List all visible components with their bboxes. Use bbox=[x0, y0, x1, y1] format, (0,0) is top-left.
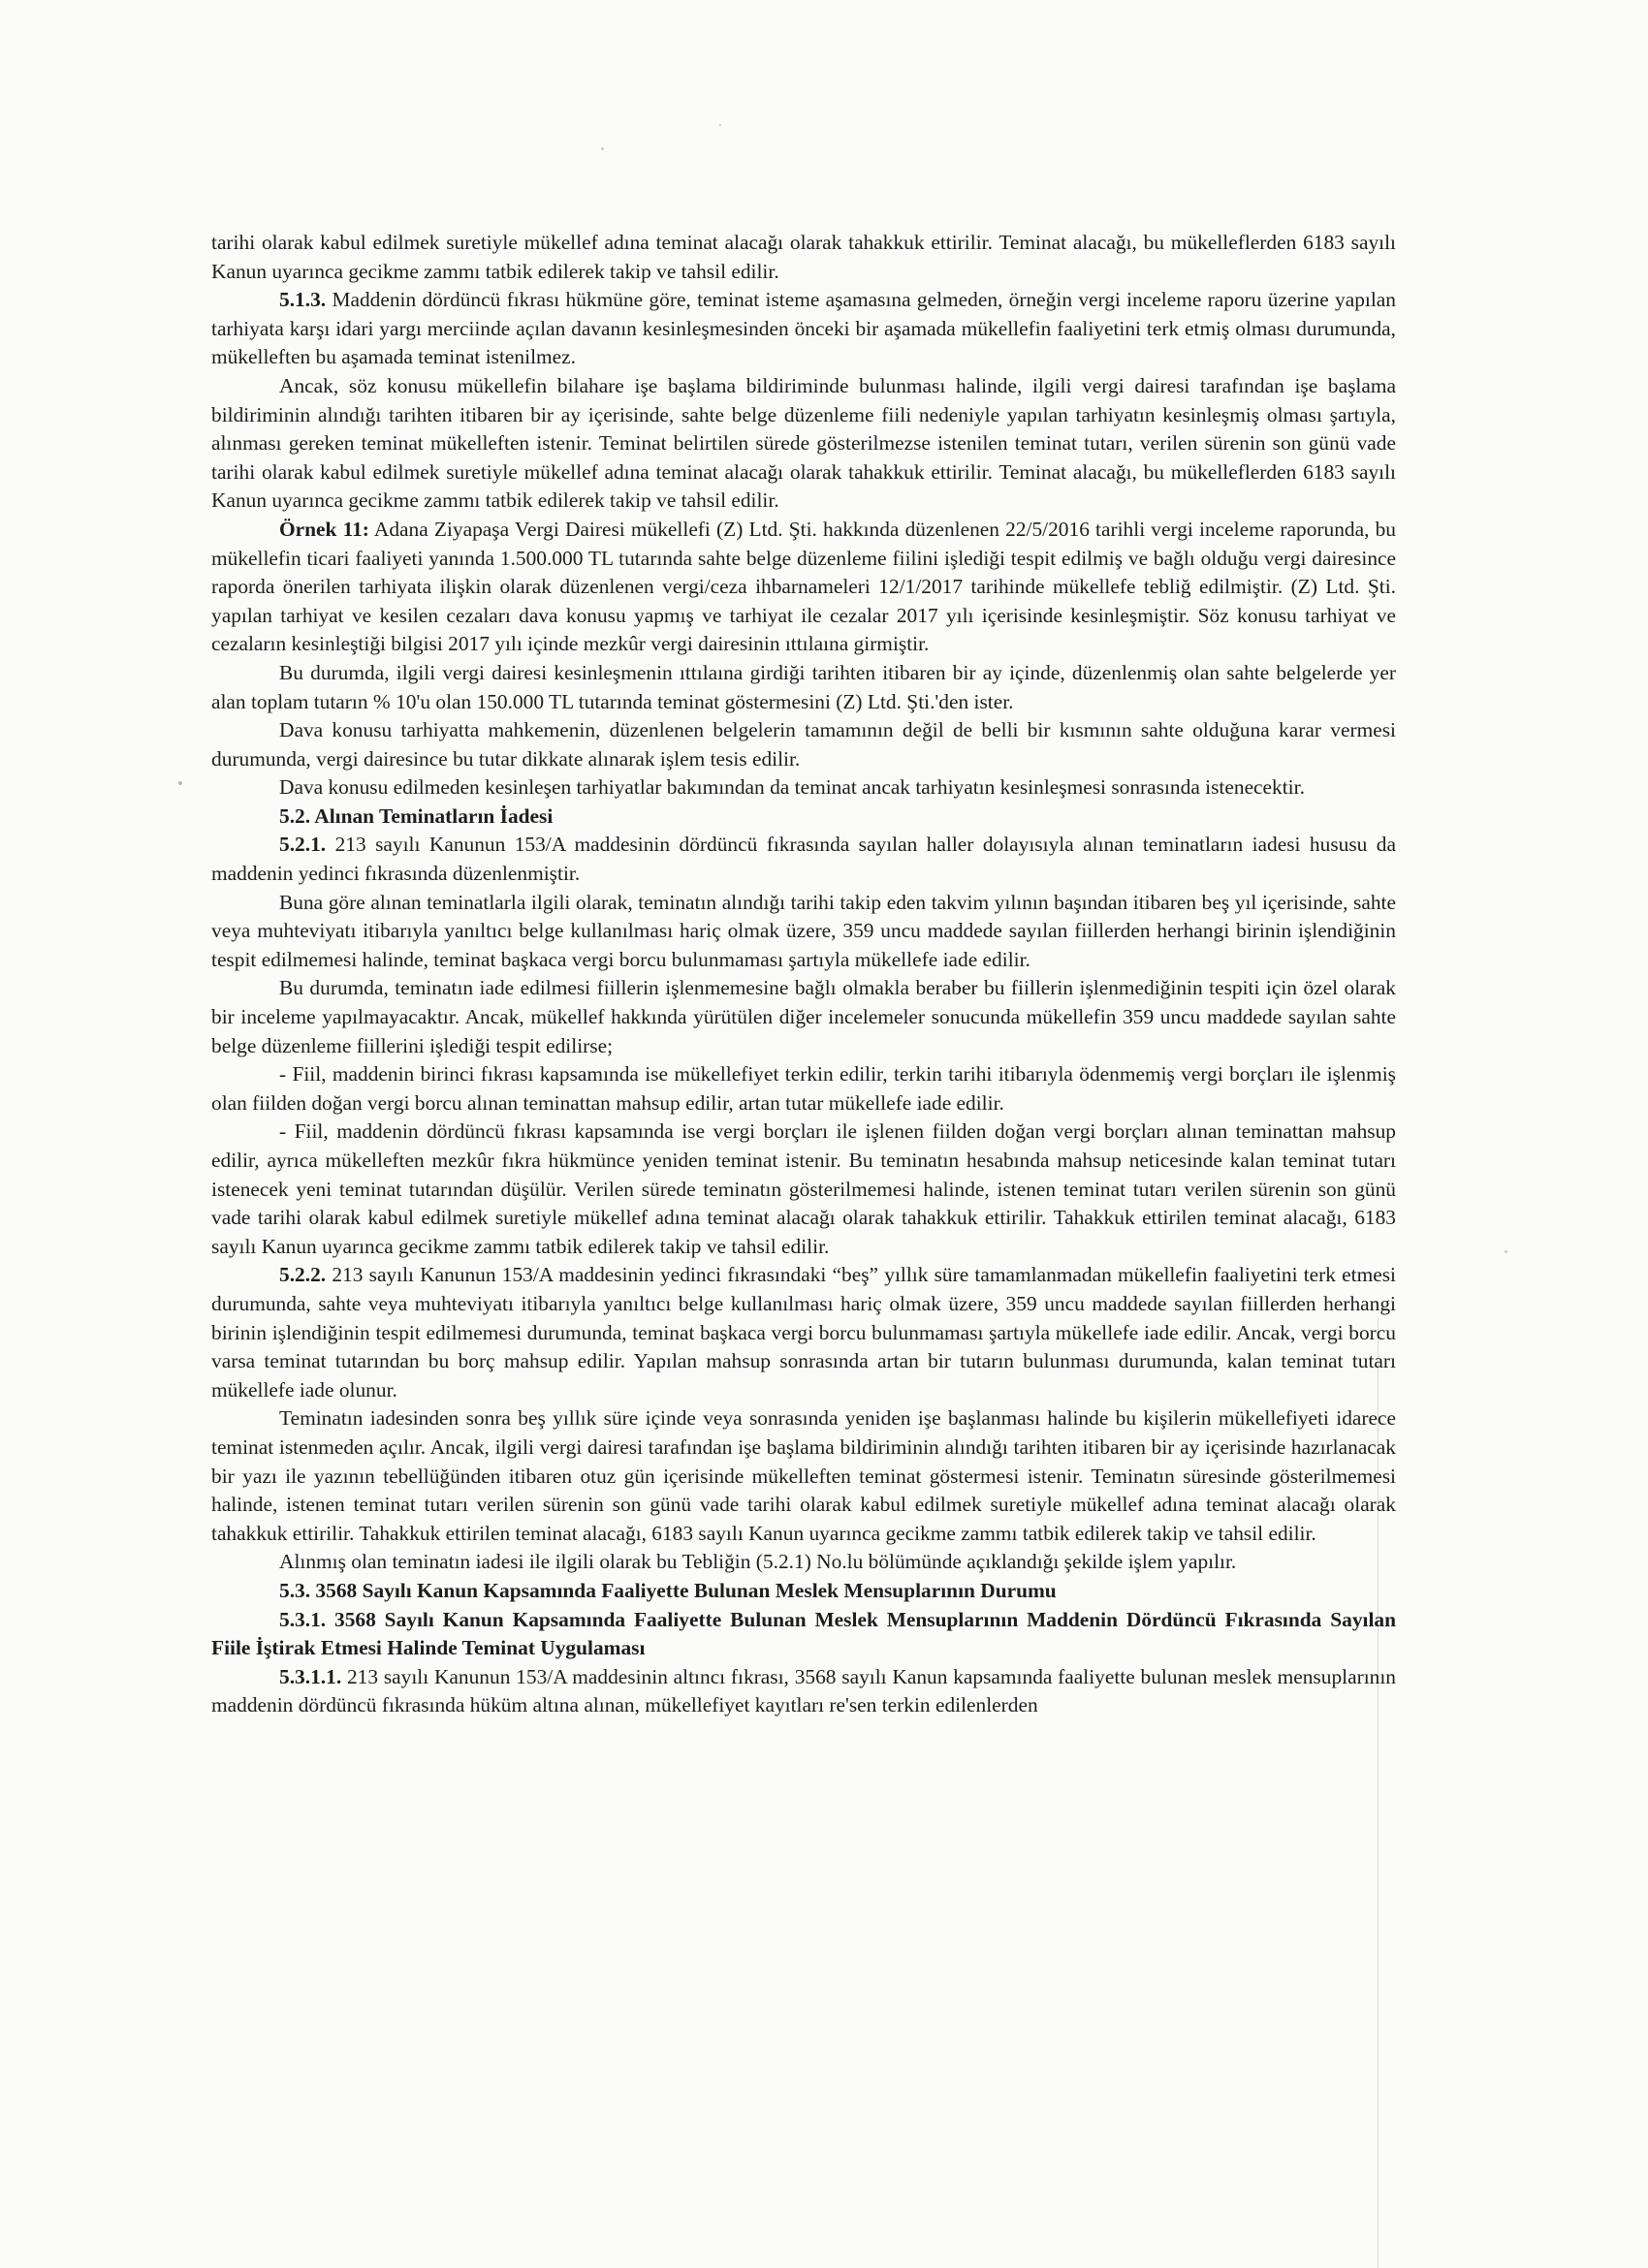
body-paragraph bbox=[211, 974, 1396, 1060]
paragraph-number: 5.3.1.1. bbox=[279, 1664, 342, 1688]
scan-speck bbox=[719, 124, 721, 126]
body-paragraph bbox=[211, 1404, 1396, 1548]
body-paragraph bbox=[211, 1261, 1396, 1404]
document-page bbox=[211, 229, 1396, 1720]
body-paragraph bbox=[211, 286, 1396, 372]
paragraph-text: Alınmış olan teminatın iadesi ile ilgili olarak bu Tebliğin (5.2.1) No.lu bölümünde açıklandığı şekilde işlem yapılır. bbox=[279, 1550, 1237, 1574]
paragraph-text: - Fiil, maddenin birinci fıkrası kapsamında ise mükellefiyet terkin edilir, terkin tarihi itibarıyla ödenmemiş vergi borçları ile işlenmiş olan fiilden doğan vergi borcu alınan teminattan mahsup edilir, artan tutar mükellefe iade edilir. bbox=[211, 1062, 1396, 1115]
paragraph-text: Dava konusu tarhiyatta mahkemenin, düzenlenen belgelerin tamamının değil de belli bir kısmının sahte olduğuna karar vermesi durumunda, vergi dairesince bu tutar dikkate alınarak işlem tesis edilir. bbox=[211, 718, 1396, 771]
paragraph-text: Buna göre alınan teminatlarla ilgili olarak, teminatın alındığı tarihi takip eden takvim yılının başından itibaren beş yıl içerisinde, sahte veya muhteviyatı itibarıyla yanıltıcı belge kullanılması hariç olmak üzere, 359 uncu maddede sayılan fiillerden herhangi birinin işlendiğinin tespit edilmemesi halinde, teminat başkaca vergi borcu bulunmaması şartıyla mükellefe iade edilir. bbox=[211, 890, 1396, 971]
body-paragraph bbox=[211, 516, 1396, 659]
paragraph-text: Dava konusu edilmeden kesinleşen tarhiyatlar bakımından da teminat ancak tarhiyatın kesinleşmesi sonrasında istenecektir. bbox=[279, 775, 1305, 800]
body-paragraph bbox=[211, 659, 1396, 716]
section-heading: 5.3.1. 3568 Sayılı Kanun Kapsamında Faaliyette Bulunan Meslek Mensuplarının Maddenin Dördüncü Fıkrasında Sayılan Fiile İştirak Etmesi Halinde Teminat Uygulaması bbox=[211, 1607, 1396, 1660]
body-paragraph bbox=[211, 229, 1396, 286]
scan-speck bbox=[178, 781, 182, 785]
paragraph-text: tarihi olarak kabul edilmek suretiyle mükellef adına teminat alacağı olarak tahakkuk ettirilir. Teminat alacağı, bu mükelleflerden 6183 sayılı Kanun uyarınca gecikme zammı tatbik edilerek takip ve tahsil edilir. bbox=[211, 231, 1396, 283]
paragraph-number: 5.1.3. bbox=[279, 288, 327, 312]
section-heading: 5.3. 3568 Sayılı Kanun Kapsamında Faaliyette Bulunan Meslek Mensuplarının Durumu bbox=[279, 1578, 1057, 1602]
paragraph-text: Bu durumda, ilgili vergi dairesi kesinleşmenin ıttılaına girdiği tarihten itibaren bir ay içinde, düzenlenmiş olan sahte belgelerde yer alan toplam tutarın % 10'u olan 150.000 TL tutarında teminat göstermesini (Z) Ltd. Şti.'den ister. bbox=[211, 660, 1396, 713]
paragraph-number: 5.2.2. bbox=[279, 1263, 327, 1287]
paragraph-text: Bu durumda, teminatın iade edilmesi fiillerin işlenmemesine bağlı olmakla beraber bu fiillerin işlenmediğinin tespiti için özel olarak bir inceleme yapılmayacaktır. Ancak, mükellef hakkında yürütülen diğer incelemeler sonucunda mükellefin 359 uncu maddede sayılan sahte belge düzenleme fiillerini işlediği tespit edilirse; bbox=[211, 976, 1396, 1057]
paragraph-text: 213 sayılı Kanunun 153/A maddesinin altıncı fıkrası, 3568 sayılı Kanun kapsamında faaliyette bulunan meslek mensuplarının maddenin dördüncü fıkrasında hüküm altına alınan, mükellefiyet kayıtları re'sen terkin edilenlerden bbox=[211, 1664, 1396, 1717]
paragraph-number: 5.2.1. bbox=[279, 833, 327, 857]
body-paragraph bbox=[211, 1548, 1396, 1577]
paragraph-text: 213 sayılı Kanunun 153/A maddesinin yedinci fıkrasındaki “beş” yıllık süre tamamlanmadan mükellefin faaliyetini terk etmesi durumunda, sahte veya muhteviyatı itibarıyla yanıltıcı belge kullanılması hariç olmak üzere, 359 uncu maddede sayılan fiillerden herhangi birinin işlendiğinin tespit edilmemesi durumunda, teminat başkaca vergi borcu bulunmaması şartıyla mükellefe iade edilir. Ancak, vergi borcu varsa teminat tutarından bu borç mahsup edilir. Yapılan mahsup sonrasında artan bir tutarın bulunması durumunda, kalan teminat tutarı mükellefe iade olunur. bbox=[211, 1263, 1396, 1402]
body-paragraph bbox=[211, 831, 1396, 888]
scan-speck bbox=[1505, 1250, 1507, 1253]
paragraph-text: Teminatın iadesinden sonra beş yıllık süre içinde veya sonrasında yeniden işe başlanması halinde bu kişilerin mükellefiyeti idarece teminat istenmeden açılır. Ancak, ilgili vergi dairesi tarafından işe başlama bildiriminin alındığı tarihten itibaren bir ay içerisinde hazırlanacak bir yazı ile yazının tebellüğünden itibaren otuz gün içerisinde mükelleften teminat göstermesi istenir. Teminatın süresinde gösterilmemesi halinde, istenen teminat tutarı verilen sürenin son günü vade tarihi olarak kabul edilmek suretiyle mükellef adına teminat alacağı olarak tahakkuk ettirilir. Tahakkuk ettirilen teminat alacağı, 6183 sayılı Kanun uyarınca gecikme zammı tatbik edilerek takip ve tahsil edilir. bbox=[211, 1406, 1396, 1545]
paragraph-text: Adana Ziyapaşa Vergi Dairesi mükellefi (Z) Ltd. Şti. hakkında düzenlenen 22/5/2016 tarihli vergi inceleme raporunda, bu mükellefin ticari faaliyeti yanında 1.500.000 TL tutarında sahte belge düzenleme fiilini işlediği tespit edilmiş ve bağlı olduğu vergi dairesince raporda önerilen tarhiyata ilişkin olarak düzenlenen vergi/ceza ihbarnameleri 12/1/2017 tarihinde mükellefe tebliğ edilmiştir. (Z) Ltd. Şti. yapılan tarhiyat ve kesilen cezaları dava konusu yapmış ve tarhiyat ile cezalar 2017 yılı içerisinde kesinleşmiştir. Söz konusu tarhiyat ve cezaların kesinleştiği bilgisi 2017 yılı içinde mezkûr vergi dairesinin ıttılaına girmiştir. bbox=[211, 517, 1396, 656]
paragraph-text: - Fiil, maddenin dördüncü fıkrası kapsamında ise vergi borçları ile işlenen fiilden doğan vergi borçları alınan teminattan mahsup edilir, ayrıca mükelleften mezkûr fıkra hükmünce yeniden teminat istenir. Bu teminatın hesabında mahsup neticesinde kalan teminat tutarı istenecek yeni teminat tutarından düşülür. Verilen sürede teminatın gösterilmemesi halinde, istenen teminat tutarı verilen sürenin son günü vade tarihi olarak kabul edilmek suretiyle mükellef adına teminat alacağı olarak tahakkuk ettirilir. Tahakkuk ettirilen teminat alacağı, 6183 sayılı Kanun uyarınca gecikme zammı tatbik edilerek takip ve tahsil edilir. bbox=[211, 1119, 1396, 1258]
paragraph-text: 213 sayılı Kanunun 153/A maddesinin dördüncü fıkrasında sayılan haller dolayısıyla alınan teminatların iadesi hususu da maddenin yedinci fıkrasında düzenlenmiştir. bbox=[211, 833, 1396, 886]
body-paragraph bbox=[211, 1118, 1396, 1261]
body-paragraph bbox=[211, 1060, 1396, 1118]
section-heading: 5.2. Alınan Teminatların İadesi bbox=[279, 803, 554, 828]
body-paragraph bbox=[211, 773, 1396, 803]
body-paragraph bbox=[211, 1663, 1396, 1720]
paragraph-text: Maddenin dördüncü fıkrası hükmüne göre, teminat isteme aşamasına gelmeden, örneğin vergi inceleme raporu üzerine yapılan tarhiyata karşı idari yargı merciinde açılan davanın kesinleşmesinden önceki bir aşamada mükellefin faaliyetini terk etmiş olması durumunda, mükelleften bu aşamada teminat istenilmez. bbox=[211, 288, 1396, 369]
body-paragraph bbox=[211, 889, 1396, 975]
scan-speck bbox=[601, 147, 604, 150]
body-paragraph bbox=[211, 372, 1396, 516]
body-paragraph bbox=[211, 716, 1396, 773]
paragraph-text: Ancak, söz konusu mükellefin bilahare işe başlama bildiriminde bulunması halinde, ilgili vergi dairesi tarafından işe başlama bildiriminin alındığı tarihten itibaren bir ay içerisinde, sahte belge düzenleme fiili nedeniyle yapılan tarhiyatın kesinleşmiş olması şartıyla, alınması gereken teminat mükelleften istenir. Teminat belirtilen sürede gösterilmezse istenilen teminat tutarı, verilen sürenin son günü vade tarihi olarak kabul edilmek suretiyle mükellef adına teminat alacağı olarak tahakkuk ettirilir. Teminat alacağı, bu mükelleflerden 6183 sayılı Kanun uyarınca gecikme zammı tatbik edilerek takip ve tahsil edilir. bbox=[211, 373, 1396, 513]
paragraph-number: Örnek 11: bbox=[279, 517, 369, 541]
